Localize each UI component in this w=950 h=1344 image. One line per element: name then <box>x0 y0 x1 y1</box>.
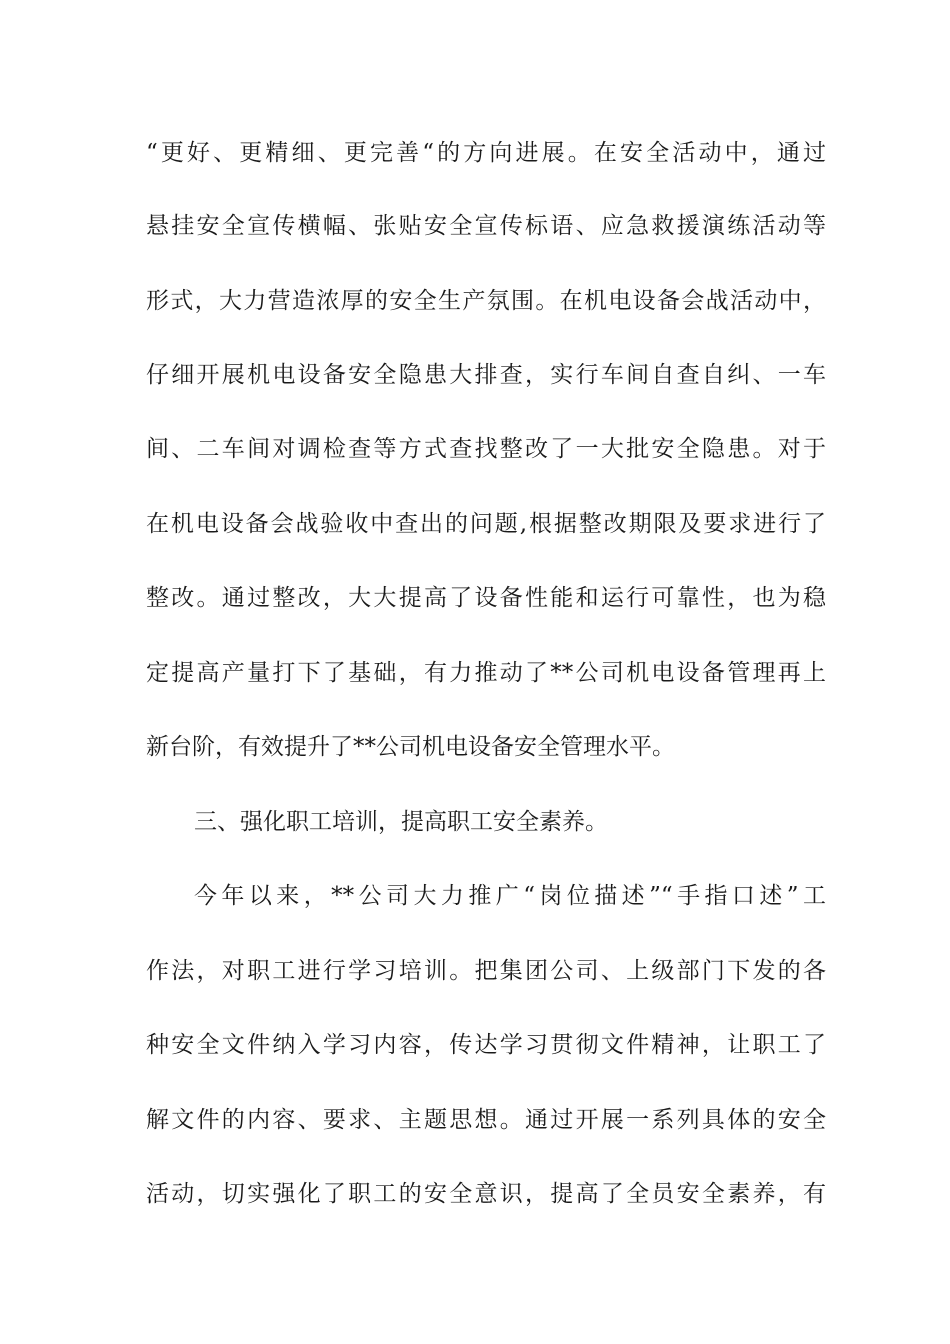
paragraph-line: 解文件的内容、要求、主题思想。通过开展一系列具体的安全 <box>146 1107 826 1133</box>
paragraph-line: 作法，对职工进行学习培训。把集团公司、上级部门下发的各 <box>146 958 826 984</box>
paragraph-line: 整改。通过整改，大大提高了设备性能和运行可靠性，也为稳 <box>146 585 826 611</box>
paragraph-line: “更好、更精细、更完善“的方向进展。在安全活动中，通过 <box>146 140 826 166</box>
paragraph-line: 在机电设备会战验收中查出的问题,根据整改期限及要求进行了 <box>146 511 826 537</box>
paragraph-line: 新台阶，有效提升了**公司机电设备安全管理水平。 <box>146 734 675 760</box>
paragraph-line: 形式，大力营造浓厚的安全生产氛围。在机电设备会战活动中， <box>146 288 826 314</box>
section-heading: 三、强化职工培训，提高职工安全素养。 <box>194 809 608 835</box>
paragraph-line: 种安全文件纳入学习内容，传达学习贯彻文件精神，让职工了 <box>146 1032 826 1058</box>
paragraph-line: 仔细开展机电设备安全隐患大排查，实行车间自查自纠、一车 <box>146 362 826 388</box>
paragraph-line: 间、二车间对调检查等方式查找整改了一大批安全隐患。对于 <box>146 436 826 462</box>
paragraph-line: 悬挂安全宣传横幅、张贴安全宣传标语、应急救援演练活动等 <box>146 213 826 239</box>
paragraph-line: 活动，切实强化了职工的安全意识，提高了全员安全素养，有 <box>146 1181 826 1207</box>
paragraph-line: 定提高产量打下了基础，有力推动了**公司机电设备管理再上 <box>146 660 826 686</box>
paragraph-line: 今年以来，**公司大力推广“岗位描述”“手指口述”工 <box>194 883 826 909</box>
